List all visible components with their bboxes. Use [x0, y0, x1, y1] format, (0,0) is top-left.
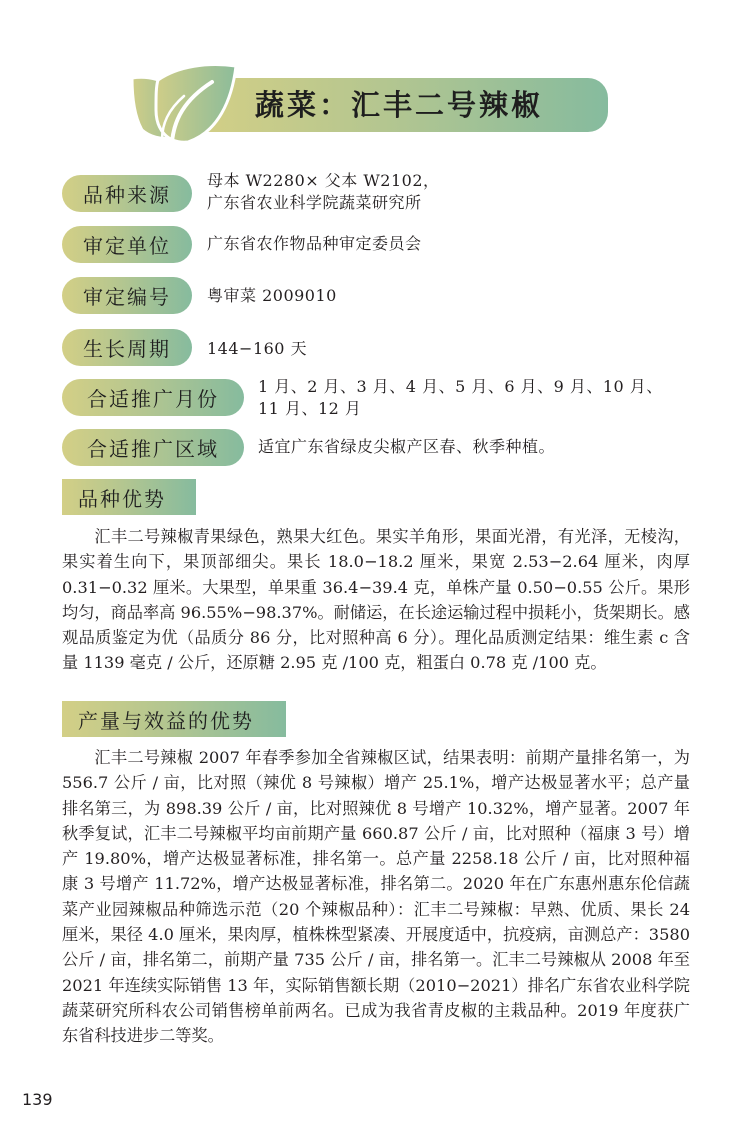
section-heading-variety-advantages: 品种优势: [62, 479, 196, 515]
value-line: 11 月、12 月: [258, 399, 362, 418]
label-approval-number: 审定编号: [62, 277, 192, 314]
section-heading-yield-advantages: 产量与效益的优势: [62, 701, 286, 737]
leaf-icon: [128, 60, 240, 144]
value-variety-source: [207, 170, 440, 214]
label-suitable-region: 合适推广区域: [62, 429, 244, 466]
label-approval-unit: 审定单位: [62, 226, 192, 263]
label-variety-source: 品种来源: [62, 175, 192, 212]
value-suitable-months: [258, 376, 663, 420]
value-growth-cycle: 144−160 天: [207, 339, 308, 358]
page-number: 139: [22, 1090, 53, 1109]
section-body-variety-advantages: 汇丰二号辣椒青果绿色，熟果大红色。果实羊角形，果面光滑，有光泽，无棱沟，果实着生向下，果顶部细尖。果长 18.0−18.2 厘米，果宽 2.53−2.64 厘米，肉厚 0.31−0.32 厘米。大果型，单果重 36.4−39.4 克，单株产量 0.50−0.55 公斤。果形均匀，商品率高 96.55%−98.37%。耐储运，在长途运输过程中损耗小，货架期长。感观品质鉴定为优（品质分 86 分，比对照种高 6 分）。理化品质测定结果：维生素 c 含量 1139 毫克 / 公斤，还原糖 2.95 克 /100 克，粗蛋白 0.78 克 /100 克。: [62, 527, 690, 673]
value-suitable-region: 适宜广东省绿皮尖椒产区春、秋季种植。: [258, 437, 556, 456]
label-growth-cycle: 生长周期: [62, 329, 192, 366]
page-title: 蔬菜：汇丰二号辣椒: [255, 88, 544, 122]
value-line: 广东省农业科学院蔬菜研究所: [207, 193, 422, 212]
label-suitable-months: 合适推广月份: [62, 379, 244, 416]
value-line: 母本 W2280× 父本 W2102，: [207, 171, 440, 190]
value-approval-number: 粤审菜 2009010: [207, 286, 337, 305]
value-approval-unit: 广东省农作物品种审定委员会: [207, 234, 422, 253]
section-body-yield-advantages: 汇丰二号辣椒 2007 年春季参加全省辣椒区试，结果表明：前期产量排名第一，为 556.7 公斤 / 亩，比对照（辣优 8 号辣椒）增产 25.1%，增产达极显著水平；总产量排名第三，为 898.39 公斤 / 亩，比对照辣优 8 号增产 10.32%，增产显著。2007 年秋季复试，汇丰二号辣椒平均亩前期产量 660.87 公斤 / 亩，比对照种（福康 3 号）增产 19.80%，增产达极显著标准，排名第一。总产量 2258.18 公斤 / 亩，比对照种福康 3 号增产 11.72%，增产达极显著标准，排名第二。2020 年在广东惠州惠东伦信蔬菜产业园辣椒品种筛选示范（20 个辣椒品种）：汇丰二号辣椒：早熟、优质、果长 24 厘米，果径 4.0 厘米，果肉厚，植株株型紧凑、开展度适中，抗疫病，亩测总产：3580 公斤 / 亩，排名第二，前期产量 735 公斤 / 亩，排名第一。汇丰二号辣椒从 2008 年至 2021 年连续实际销售 13 年，实际销售额长期（2010−2021）排名广东省农业科学院蔬菜研究所科农公司销售榜单前两名。已成为我省青皮椒的主栽品种。2019 年度获广东省科技进步二等奖。: [62, 748, 690, 1046]
value-line: 1 月、2 月、3 月、4 月、5 月、6 月、9 月、10 月、: [258, 377, 663, 396]
